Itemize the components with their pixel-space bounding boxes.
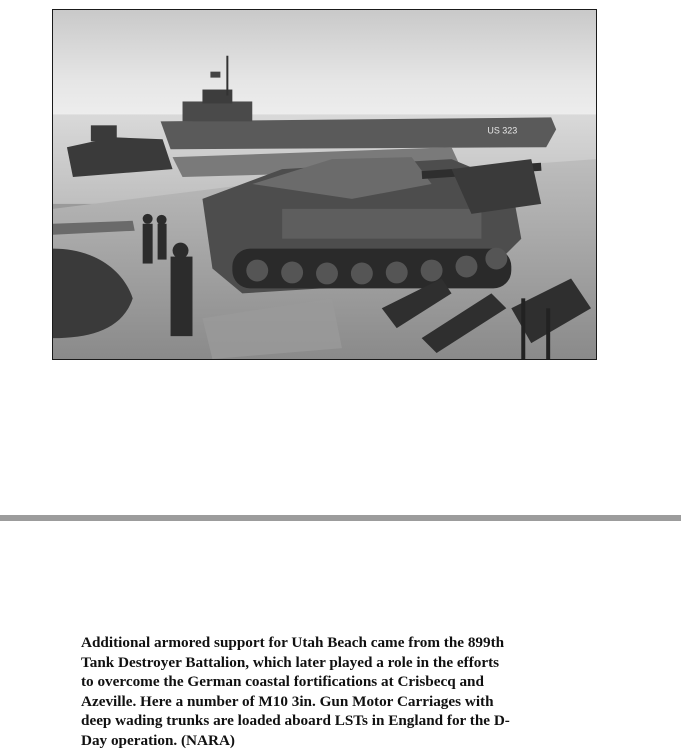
caption-line: deep wading trunks are loaded aboard LSTs in England for the D-: [81, 712, 510, 729]
caption-line: Additional armored support for Utah Beach came from the 899th: [81, 634, 505, 651]
photo-caption: [81, 633, 581, 750]
caption-line: Tank Destroyer Battalion, which later played a role in the efforts: [81, 653, 500, 671]
section-divider: [0, 515, 681, 521]
photograph-icon: [53, 10, 596, 359]
caption-line: Day operation. (NARA): [81, 731, 235, 749]
beach-photograph: [52, 9, 597, 360]
caption-line: Azeville. Here a number of M10 3in. Gun Motor Carriages with: [81, 692, 494, 710]
svg-text:US 323: US 323: [487, 125, 518, 136]
caption-line: to overcome the German coastal fortifications at Crisbecq and: [81, 673, 484, 690]
